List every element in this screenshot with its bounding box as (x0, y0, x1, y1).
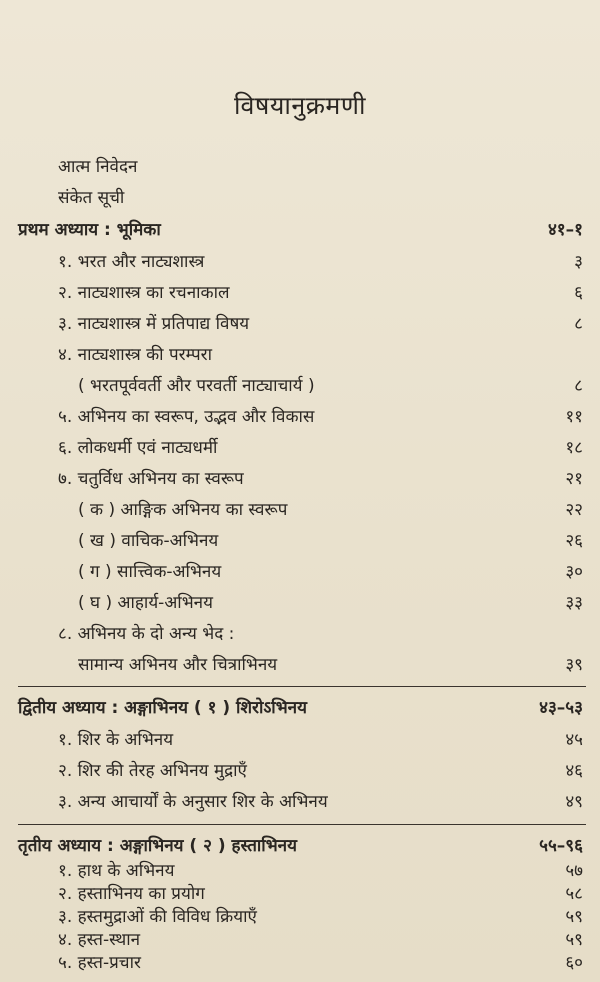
toc-entry (0, 526, 600, 556)
entry-page: ३९ (565, 655, 583, 675)
entry-label: सामान्य अभिनय और चित्राभिनय (78, 655, 278, 675)
chapter-heading-2 (0, 693, 600, 723)
page-title: विषयानुक्रमणी (234, 91, 366, 120)
entry-page: ६ (574, 283, 583, 303)
entry-page: ३३ (565, 593, 583, 613)
chapter-page-range: ५५–९६ (539, 836, 583, 856)
entry-label: ७. चतुर्विध अभिनय का स्वरूप (58, 469, 244, 489)
entry-label: २. नाट्यशास्त्र का रचनाकाल (58, 283, 230, 303)
toc-entry (0, 787, 600, 817)
chapter-page-range: ४३–५३ (539, 698, 583, 718)
entry-label: ४. हस्त-स्थान (58, 930, 141, 951)
front-matter-item (0, 183, 600, 213)
entry-label: ५. अभिनय का स्वरूप, उद्भव और विकास (58, 407, 315, 427)
toc-entry (0, 340, 600, 370)
toc-entry (0, 756, 600, 786)
entry-page: ५७ (565, 860, 583, 881)
entry-label: १. भरत और नाट्यशास्त्र (58, 252, 205, 272)
toc-entry (0, 650, 600, 680)
toc-entry (0, 402, 600, 432)
entry-page: ४९ (565, 792, 583, 812)
entry-label: ६. लोकधर्मी एवं नाट्यधर्मी (58, 438, 218, 458)
entry-page: २२ (565, 500, 583, 520)
chapter-title: तृतीय अध्याय : अङ्गाभिनय ( २ ) हस्ताभिनय (18, 836, 297, 856)
entry-label: १. शिर के अभिनय (58, 730, 174, 750)
entry-page: ४६ (565, 761, 583, 781)
entry-label: २. शिर की तेरह अभिनय मुद्राएँ (58, 761, 247, 781)
entry-page: ४५ (565, 730, 583, 750)
entry-page: ८ (574, 314, 583, 334)
toc-entry (0, 464, 600, 494)
entry-page: ३ (574, 252, 583, 272)
toc-entry (0, 433, 600, 463)
toc-entry (0, 309, 600, 339)
chapter-page-range: ४१–१ (547, 220, 583, 240)
entry-label: ८. अभिनय के दो अन्य भेद : (58, 624, 235, 644)
entry-page: १८ (565, 438, 583, 458)
entry-label: आत्म निवेदन (58, 157, 138, 177)
entry-page: ५९ (565, 930, 583, 951)
divider (18, 824, 586, 825)
entry-page: ३० (565, 562, 583, 582)
entry-page: ५८ (565, 884, 583, 905)
entry-page: ११ (565, 407, 583, 427)
entry-label: ३. नाट्यशास्त्र में प्रतिपाद्य विषय (58, 314, 250, 334)
toc-entry (0, 371, 600, 401)
entry-label: ( क ) आङ्गिक अभिनय का स्वरूप (78, 500, 288, 520)
entry-page: ६० (565, 953, 583, 973)
entry-label: ३. अन्य आचार्यों के अनुसार शिर के अभिनय (58, 792, 328, 812)
entry-label: ४. नाट्यशास्त्र की परम्परा (58, 345, 213, 365)
entry-page: ८ (574, 376, 583, 396)
toc-entry (0, 588, 600, 618)
entry-label: ५. हस्त-प्रचार (58, 953, 141, 973)
chapter-title: प्रथम अध्याय : भूमिका (18, 220, 161, 240)
divider (18, 686, 586, 687)
toc-entry (0, 278, 600, 308)
toc-entry (0, 557, 600, 587)
entry-label: ३. हस्तमुद्राओं की विविध क्रियाएँ (58, 907, 257, 928)
chapter-heading-1 (0, 215, 600, 245)
entry-label: १. हाथ के अभिनय (58, 860, 175, 881)
toc-entry (0, 247, 600, 277)
entry-label: ( ख ) वाचिक-अभिनय (78, 531, 219, 551)
toc-entry (0, 619, 600, 649)
entry-label: ( घ ) आहार्य-अभिनय (78, 593, 213, 613)
toc-entry (0, 725, 600, 755)
entry-page: ५९ (565, 907, 583, 928)
chapter-title: द्वितीय अध्याय : अङ्गाभिनय ( १ ) शिरोऽभिनय (18, 698, 307, 718)
entry-label: २. हस्ताभिनय का प्रयोग (58, 884, 205, 905)
toc-entry (0, 495, 600, 525)
front-matter-item (0, 152, 600, 182)
entry-page: २१ (565, 469, 583, 489)
entry-label: ( भरतपूर्ववर्ती और परवर्ती नाट्याचार्य ) (78, 376, 315, 396)
entry-label: ( ग ) सात्त्विक-अभिनय (78, 562, 222, 582)
toc-entry (0, 948, 600, 978)
entry-label: संकेत सूची (58, 188, 125, 208)
entry-page: २६ (565, 531, 583, 551)
